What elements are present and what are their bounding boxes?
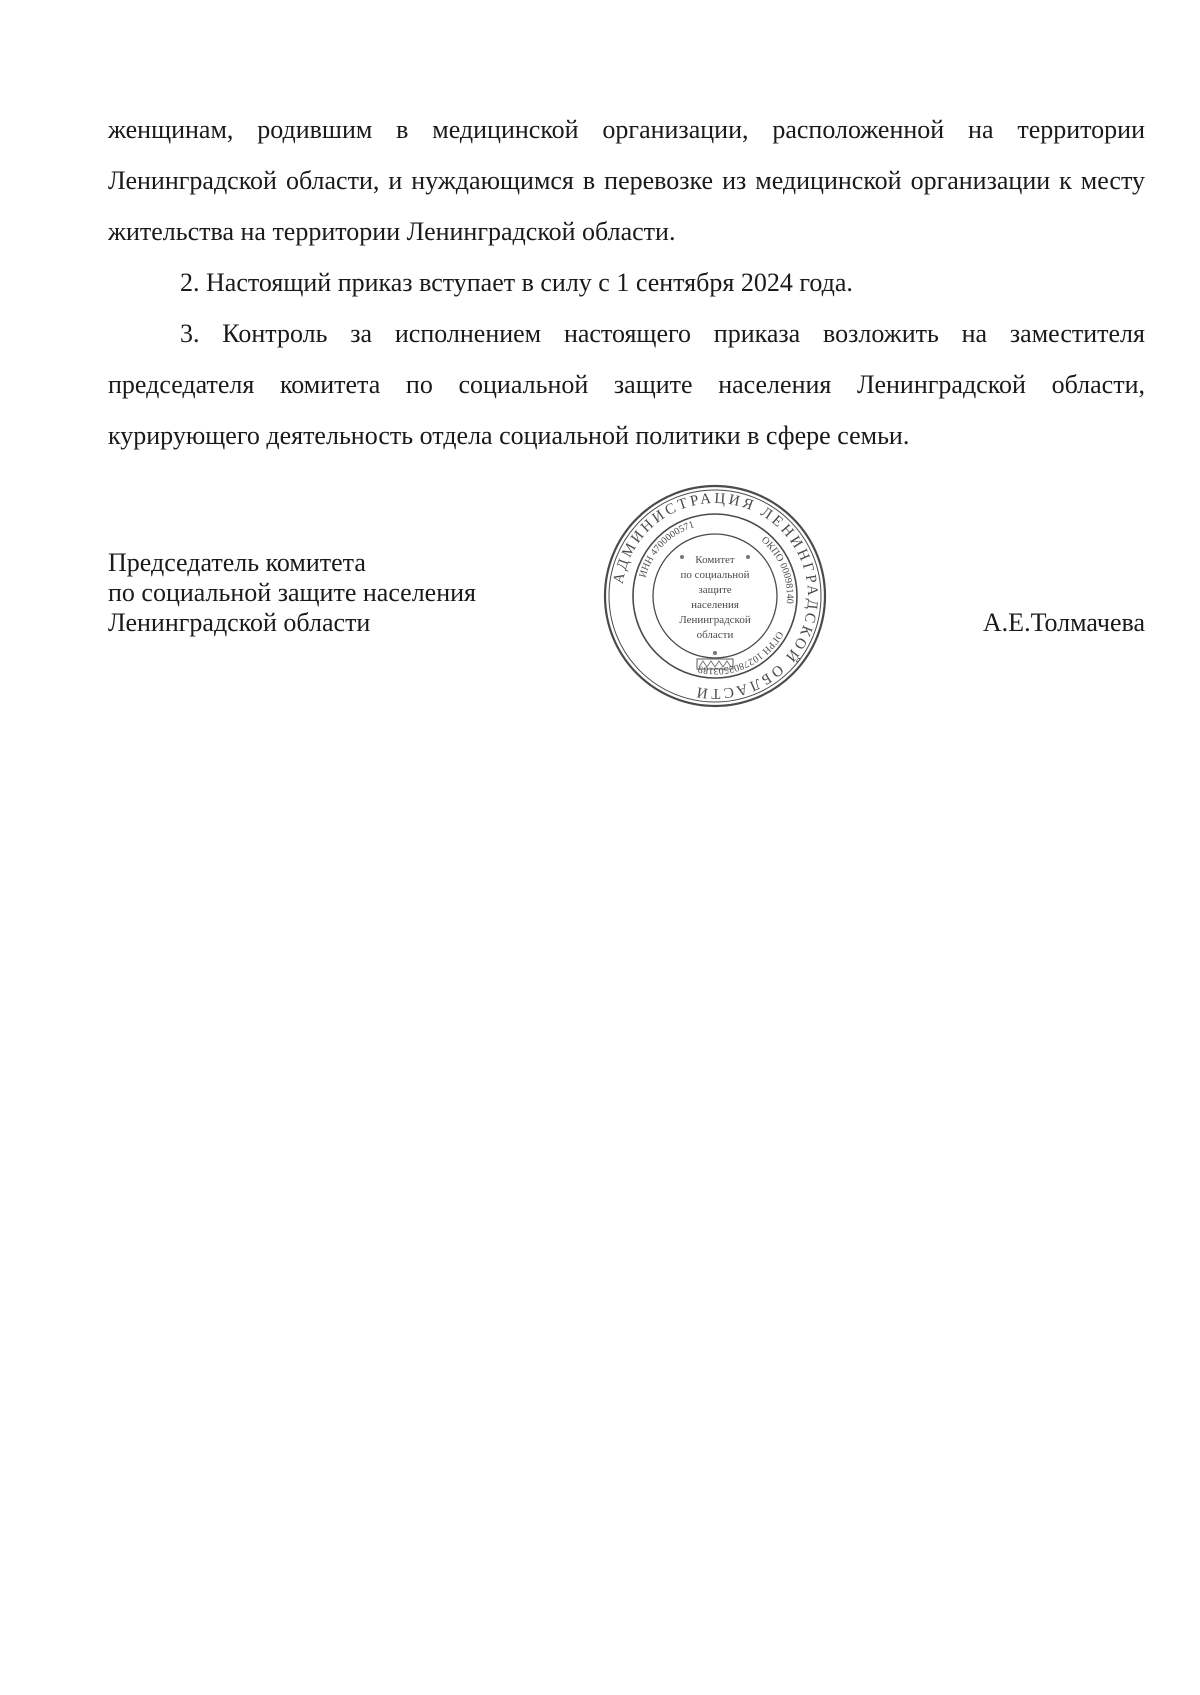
seal-center-line: Ленинградской — [679, 614, 751, 626]
official-seal — [602, 483, 828, 709]
seal-center-line: населения — [691, 599, 739, 611]
seal-right-code: ОГРН 1027802503189 — [697, 629, 785, 677]
paragraph-effective-date: 2. Настоящий приказ вступает в силу с 1 сентября 2024 года. — [180, 268, 853, 297]
seal-icon — [602, 483, 828, 709]
position-line: по социальной защите населения — [108, 578, 477, 607]
seal-top-code: ОКПО 00098140 — [758, 534, 796, 605]
paragraph-continuation: женщинам, родившим в медицинской организации, расположенной на территории Ленинградской области, и нуждающимся в перевозке из медицинской организации к месту жительства на территории Ленинградской области. — [108, 115, 1145, 246]
seal-center-line: области — [696, 629, 734, 641]
seal-left-code: ИНН 4700000571 — [637, 519, 696, 580]
signer-name: А.Е.Толмачева — [982, 608, 1145, 637]
position-line: Председатель комитета — [108, 548, 366, 577]
seal-center-line: защите — [698, 584, 732, 596]
paragraph-control-clause: 3. Контроль за исполнением настоящего приказа возложить на заместителя председателя комитета по социальной защите населения Ленинградской области, курирующего деятельность отдела социальной политики в сфере семьи. — [108, 319, 1145, 450]
seal-center-line: Комитет — [695, 554, 735, 566]
seal-center-line: по социальной — [680, 569, 750, 581]
position-line: Ленинградской области — [108, 608, 371, 637]
signature-position — [108, 548, 476, 638]
seal-outer-text: АДМИНИСТРАЦИЯ ЛЕНИНГРАДСКОЙ ОБЛАСТИ — [610, 490, 821, 702]
document-body — [108, 104, 1145, 461]
